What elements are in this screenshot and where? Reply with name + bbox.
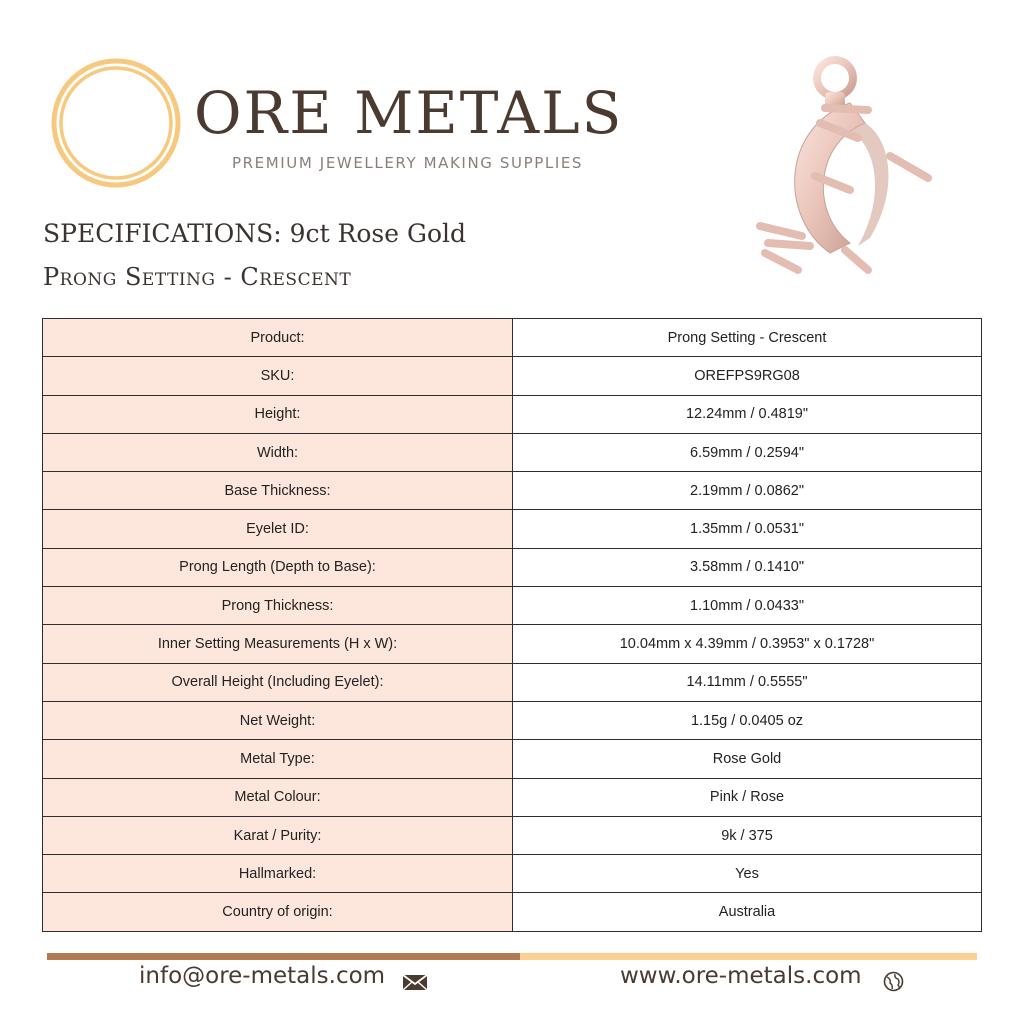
spec-label: Height: (43, 395, 513, 433)
spec-label: Net Weight: (43, 701, 513, 739)
table-row (43, 893, 982, 931)
spec-value: 14.11mm / 0.5555" (513, 663, 982, 701)
spec-value: Yes (513, 855, 982, 893)
spec-label: Overall Height (Including Eyelet): (43, 663, 513, 701)
table-row (43, 816, 982, 854)
table-row (43, 357, 982, 395)
spec-value: Pink / Rose (513, 778, 982, 816)
table-row (43, 472, 982, 510)
table-row (43, 587, 982, 625)
spec-value: Australia (513, 893, 982, 931)
spec-label: Country of origin: (43, 893, 513, 931)
spec-label: Prong Length (Depth to Base): (43, 548, 513, 586)
spec-label: Inner Setting Measurements (H x W): (43, 625, 513, 663)
spec-label: Product: (43, 319, 513, 357)
spec-label: Prong Thickness: (43, 587, 513, 625)
product-image (740, 48, 940, 284)
spec-value: 1.10mm / 0.0433" (513, 587, 982, 625)
spec-value: 2.19mm / 0.0862" (513, 472, 982, 510)
footer-website-link[interactable]: www.ore-metals.com (620, 963, 862, 989)
spec-label: Karat / Purity: (43, 816, 513, 854)
table-row (43, 625, 982, 663)
spec-label: Width: (43, 433, 513, 471)
spec-value: OREFPS9RG08 (513, 357, 982, 395)
brand-tagline: PREMIUM JEWELLERY MAKING SUPPLIES (232, 154, 584, 172)
table-row (43, 855, 982, 893)
specifications-table (42, 318, 982, 932)
spec-value: 3.58mm / 0.1410" (513, 548, 982, 586)
spec-label: SKU: (43, 357, 513, 395)
page-subtitle: Prong Setting - Crescent (43, 263, 352, 291)
spec-label: Metal Colour: (43, 778, 513, 816)
spec-value: Rose Gold (513, 740, 982, 778)
table-row (43, 510, 982, 548)
spec-value: 10.04mm x 4.39mm / 0.3953" x 0.1728" (513, 625, 982, 663)
spec-label: Hallmarked: (43, 855, 513, 893)
spec-label: Metal Type: (43, 740, 513, 778)
table-row (43, 548, 982, 586)
footer-bar-left (47, 953, 520, 960)
globe-icon (883, 971, 904, 992)
spec-value: 12.24mm / 0.4819" (513, 395, 982, 433)
table-row (43, 319, 982, 357)
spec-value: Prong Setting - Crescent (513, 319, 982, 357)
footer-email-link[interactable]: info@ore-metals.com (139, 963, 386, 989)
table-row (43, 663, 982, 701)
footer-bar-right (520, 953, 977, 960)
logo-ring (50, 57, 182, 189)
spec-value: 1.15g / 0.0405 oz (513, 701, 982, 739)
spec-label: Eyelet ID: (43, 510, 513, 548)
table-row (43, 701, 982, 739)
table-row (43, 433, 982, 471)
spec-label: Base Thickness: (43, 472, 513, 510)
table-row (43, 395, 982, 433)
table-row (43, 740, 982, 778)
spec-value: 9k / 375 (513, 816, 982, 854)
table-row (43, 778, 982, 816)
brand-name: ORE METALS (194, 79, 624, 147)
page-title: SPECIFICATIONS: 9ct Rose Gold (43, 219, 467, 248)
spec-value: 1.35mm / 0.0531" (513, 510, 982, 548)
spec-value: 6.59mm / 0.2594" (513, 433, 982, 471)
envelope-icon (402, 974, 428, 991)
